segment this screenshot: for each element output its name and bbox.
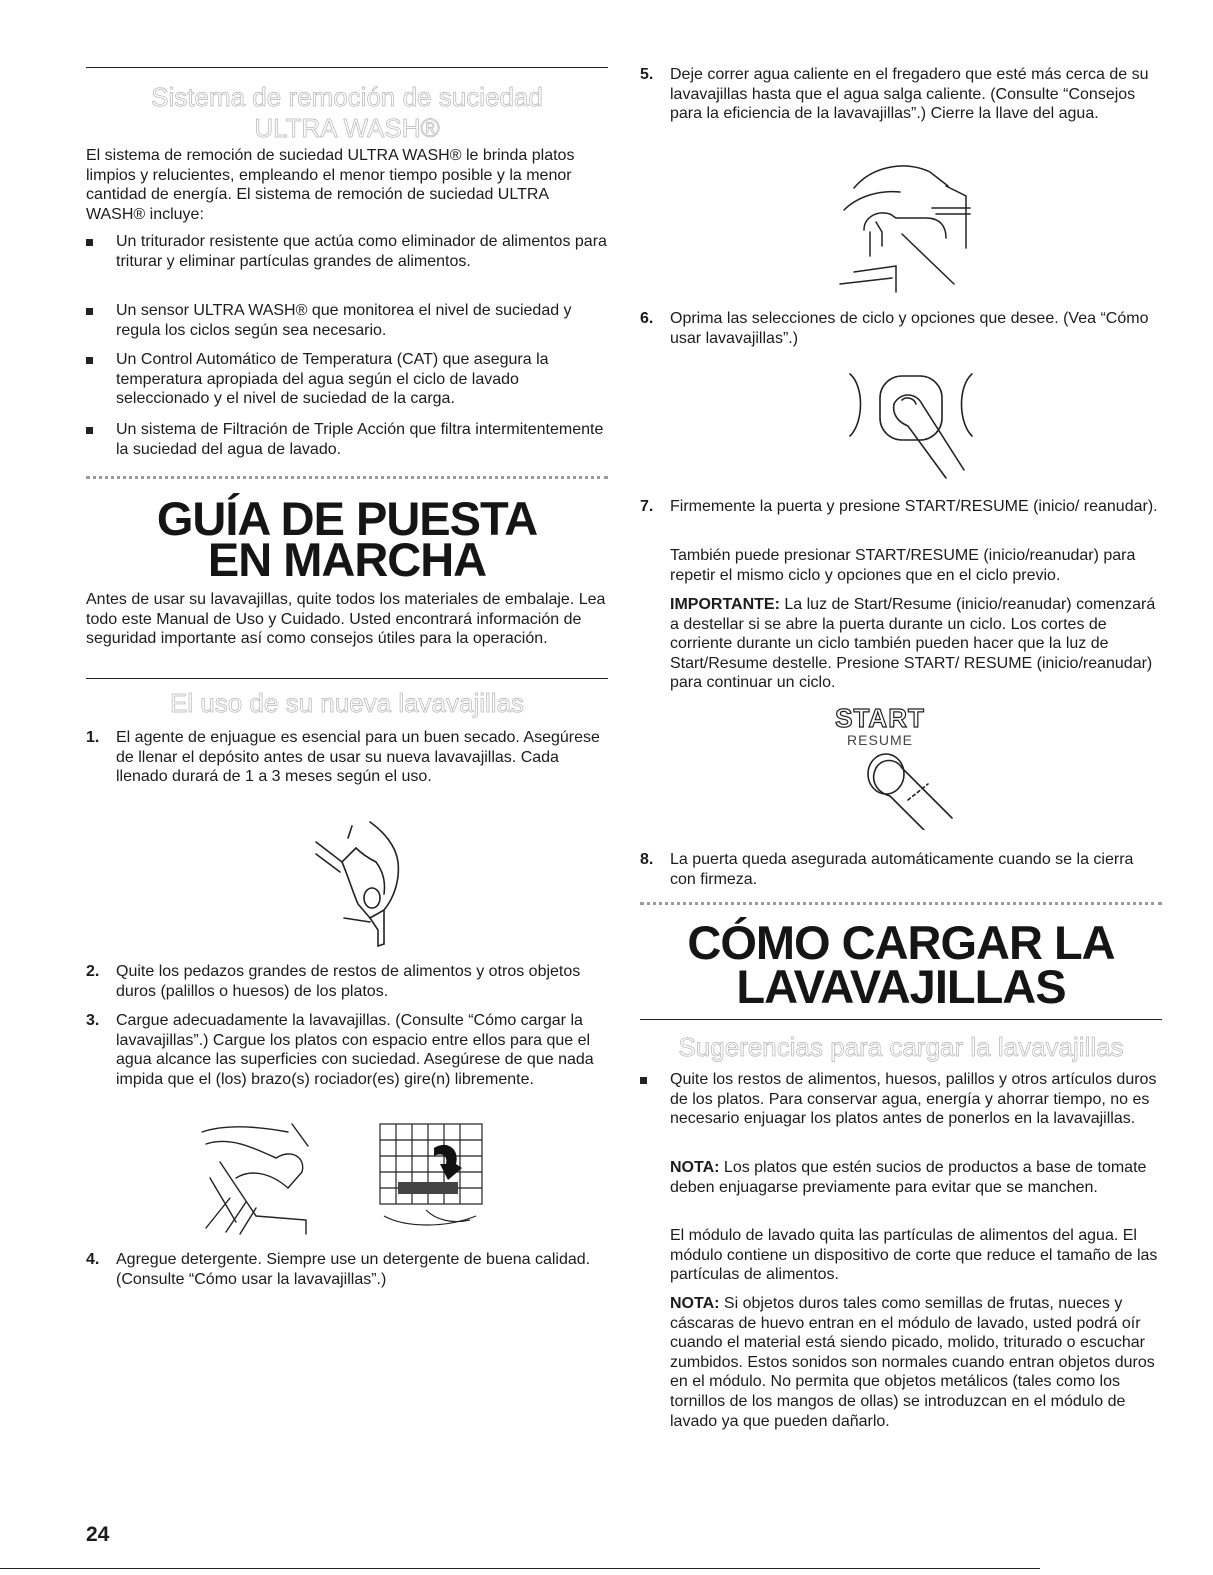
- section-divider: [86, 476, 608, 479]
- nota-label: NOTA:: [670, 1159, 720, 1176]
- ultra-wash-intro: El sistema de remoción de suciedad ULTRA WASH® le brinda platos limpios y relucientes, empleando el menor tiempo posible y la menor cantidad de energía. El sistema de remoción de suciedad ULTRA WASH® incluye:: [86, 147, 575, 223]
- nota-text: Los platos que estén sucios de productos a base de tomate deben enjuagarse previamente para evitar que se manchen.: [670, 1159, 1147, 1196]
- step-item: 6. Oprima las selecciones de ciclo y opciones que desee. (Vea “Cómo usar lavavajillas”.): [640, 310, 1149, 347]
- step-item: 5. Deje correr agua caliente en el fregadero que esté más cerca de su lavavajillas hasta que el agua salga caliente. (Consulte “Consejos para la eficiencia de la lavavajillas”.) Cierre la llave del agua.: [640, 66, 1149, 123]
- important-text: La luz de Start/Resume (inicio/reanudar) comenzará a destellar si se abre la puerta durante un ciclo. Los cortes de corriente durante un ciclo también pueden hacer que la luz de Start/Resume destelle. Presione START/ RESUME (inicio/reanudar) para continuar un ciclo.: [670, 596, 1156, 692]
- bullet-marker: [86, 427, 93, 434]
- step-item: 3. Cargue adecuadamente la lavavajillas. (Consulte “Cómo cargar la lavavajillas”.) Cargue los platos con espacio entre ellos para que el agua alcance las superficies con suciedad. Asegúrese de que nada impida que el (los) brazo(s) rociador(es) gire(n) libremente.: [86, 1012, 594, 1088]
- sugerencias-rule: [640, 1019, 1162, 1020]
- step-item: 8. La puerta queda asegurada automáticamente cuando se la cierra con firmeza.: [640, 851, 1134, 888]
- list-item: Un sensor ULTRA WASH® que monitorea el nivel de suciedad y regula los ciclos según sea necesario.: [86, 301, 608, 341]
- list-item: Un Control Automático de Temperatura (CAT) que asegura la temperatura apropiada del agua según el ciclo de lavado seleccionado y el nivel de suciedad de la carga.: [86, 350, 608, 410]
- sugerencias-heading: Sugerencias para cargar la lavavajillas: [678, 1032, 1124, 1062]
- bullet-marker: [86, 357, 93, 364]
- rinse-aid-illustration: [312, 818, 412, 958]
- important-note: [670, 595, 1162, 693]
- step-item: 2. Quite los pedazos grandes de restos de alimentos y otros objetos duros (palillos o huesos) de los platos.: [86, 963, 581, 1000]
- cargar-title-line2: LAVAVAJILLAS: [736, 960, 1066, 1013]
- nota-tomate: [670, 1158, 1162, 1197]
- uso-heading: El uso de su nueva lavavajillas: [169, 688, 525, 718]
- bullet-marker: [640, 1077, 647, 1084]
- nota-objetos-duros: [670, 1294, 1162, 1431]
- nota-text: Si objetos duros tales como semillas de frutas, nueces y cáscaras de huevo entran en el módulo de lavado, usted podrá oír cuando el material está siendo picado, molido, triturado o escuchar zumbidos. Estos sonidos son normales cuando entran objetos duros en el módulo. No permita que objetos metálicos (tales como los tornillos de los mangos de ollas) se introduzcan en el módulo de lavado ya que pueden dañarlo.: [670, 1295, 1155, 1430]
- guia-intro: Antes de usar su lavavajillas, quite todos los materiales de embalaje. Lea todo este Manual de Uso y Cuidado. Usted encontrará información de seguridad importante así como consejos útiles para la operación.: [86, 591, 606, 648]
- button-press-illustration: [836, 370, 986, 480]
- spray-arm-illustration: [376, 1120, 486, 1238]
- list-item: Un triturador resistente que actúa como eliminador de alimentos para triturar y eliminar partículas grandes de alimentos.: [86, 232, 608, 292]
- cargar-title-line1: CÓMO CARGAR LA: [687, 916, 1115, 969]
- guia-title-line2: EN MARCHA: [207, 533, 487, 586]
- start-label: START: [835, 703, 925, 733]
- top-rule-left: [86, 67, 608, 68]
- uso-rule: [86, 678, 608, 679]
- step-item: 7. Firmemente la puerta y presione START/RESUME (inicio/ reanudar).: [640, 498, 1158, 515]
- ultra-wash-heading: Sistema de remoción de suciedad ULTRA WASH®: [151, 82, 543, 143]
- faucet-illustration: [836, 156, 986, 296]
- guia-title-line1: GUÍA DE PUESTA: [156, 492, 538, 545]
- bullet-marker: [86, 308, 93, 315]
- modulo-paragraph: El módulo de lavado quita las partículas de alimentos del agua. El módulo contiene un dispositivo de corte que reduce el tamaño de las partículas de alimentos.: [670, 1227, 1158, 1284]
- nota-label: NOTA:: [670, 1295, 720, 1312]
- section-divider: [640, 902, 1162, 905]
- list-item: Quite los restos de alimentos, huesos, palillos y otros artículos duros de los platos. Para conservar agua, energía y ahorrar tiempo, no es necesario enjuagar los platos antes de ponerlos en la lavavajillas.: [640, 1070, 1162, 1150]
- important-label: IMPORTANTE:: [670, 596, 780, 613]
- step-item: 4. Agregue detergente. Siempre use un detergente de buena calidad. (Consulte “Cómo usar la lavavajillas”.): [86, 1251, 591, 1288]
- resume-label: RESUME: [847, 732, 913, 748]
- step7-extra: También puede presionar START/RESUME (inicio/reanudar) para repetir el mismo ciclo y opciones que en el ciclo previo.: [670, 547, 1136, 584]
- start-press-illustration: [856, 750, 956, 830]
- bullet-marker: [86, 239, 93, 246]
- bottom-rule: [0, 1568, 1040, 1569]
- page-number: 24: [86, 1523, 110, 1546]
- list-item: Un sistema de Filtración de Triple Acción que filtra intermitentemente la suciedad del agua de lavado.: [86, 420, 608, 460]
- dish-loading-illustration: [196, 1118, 326, 1238]
- step-item: 1. El agente de enjuague es esencial para un buen secado. Asegúrese de llenar el depósito antes de usar su nueva lavavajillas. Cada llenado durará de 1 a 3 meses según el uso.: [86, 729, 600, 786]
